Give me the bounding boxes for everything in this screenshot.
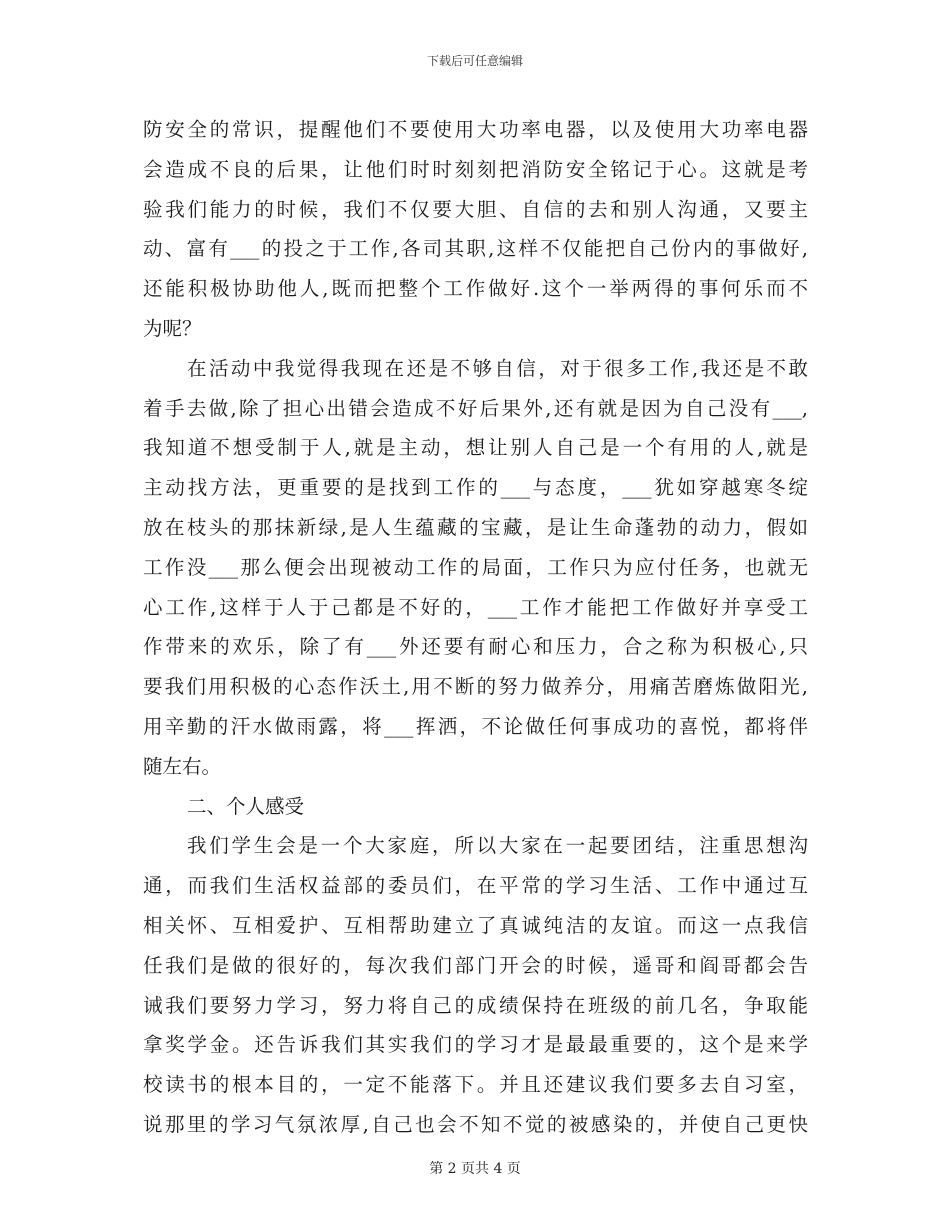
text-line: 诫我们要努力学习，努力将自己的成绩保持在班级的前几名，争取能 xyxy=(143,993,808,1017)
text-line: 验我们能力的时候，我们不仅要大胆、自信的去和别人沟通，又要主 xyxy=(143,197,808,221)
text-line: 会造成不良的后果，让他们时时刻刻把消防安全铭记于心。这就是考 xyxy=(143,157,808,181)
text-line: 校读书的根本目的，一定不能落下。并且还建议我们要多去自习室， xyxy=(143,1073,808,1097)
text-line: 主动找方法，更重要的是找到工作的___与态度，___犹如穿越寒冬绽 xyxy=(143,476,808,500)
page-footer: 第 2 页共 4 页 xyxy=(429,1161,521,1177)
document-body xyxy=(143,110,808,1145)
text-line: 心工作,这样于人于己都是不好的，___工作才能把工作做好并享受工 xyxy=(143,595,808,619)
text-line: 放在枝头的那抹新绿,是人生蕴藏的宝藏，是让生命蓬勃的动力，假如 xyxy=(143,515,808,539)
paragraph-first-line: 在活动中我觉得我现在还是不够自信，对于很多工作,我还是不敢 xyxy=(187,356,808,380)
text-line: 着手去做,除了担心出错会造成不好后果外,还有就是因为自己没有___, xyxy=(143,396,808,420)
section-heading: 二、个人感受 xyxy=(187,794,305,818)
text-line: 任我们是做的很好的，每次我们部门开会的时候，遥哥和阎哥都会告 xyxy=(143,953,808,977)
text-line: 还能积极协助他人,既而把整个工作做好.这个一举两得的事何乐而不 xyxy=(143,277,808,301)
text-line: 通，而我们生活权益部的委员们，在平常的学习生活、工作中通过互 xyxy=(143,874,808,898)
text-line: 要我们用积极的心态作沃土,用不断的努力做养分，用痛苦磨炼做阳光, xyxy=(143,675,808,699)
text-line: 工作没___那么便会出现被动工作的局面，工作只为应付任务，也就无 xyxy=(143,555,808,579)
text-line: 动、富有___的投之于工作,各司其职,这样不仅能把自己份内的事做好, xyxy=(143,237,808,261)
text-line: 为呢？ xyxy=(143,316,202,340)
text-line: 随左右。 xyxy=(143,754,222,778)
text-line: 我知道不想受制于人,就是主动，想让别人自己是一个有用的人,就是 xyxy=(143,436,808,460)
paragraph-first-line: 我们学生会是一个大家庭，所以大家在一起要团结，注重思想沟 xyxy=(187,834,808,858)
text-line: 防安全的常识，提醒他们不要使用大功率电器，以及使用大功率电器 xyxy=(143,118,808,141)
text-line: 相关怀、互相爱护、互相帮助建立了真诚纯洁的友谊。而这一点我信 xyxy=(143,913,808,937)
text-line: 用辛勤的汗水做雨露，将___挥洒，不论做任何事成功的喜悦，都将伴 xyxy=(143,714,808,738)
text-line: 拿奖学金。还告诉我们其实我们的学习才是最最重要的，这个是来学 xyxy=(143,1033,808,1057)
text-line: 作带来的欢乐，除了有___外还要有耐心和压力，合之称为积极心,只 xyxy=(143,635,808,659)
page-header: 下载后可任意编辑 xyxy=(426,54,523,68)
text-line: 说那里的学习气氛浓厚,自己也会不知不觉的被感染的，并使自己更快 xyxy=(143,1112,808,1136)
